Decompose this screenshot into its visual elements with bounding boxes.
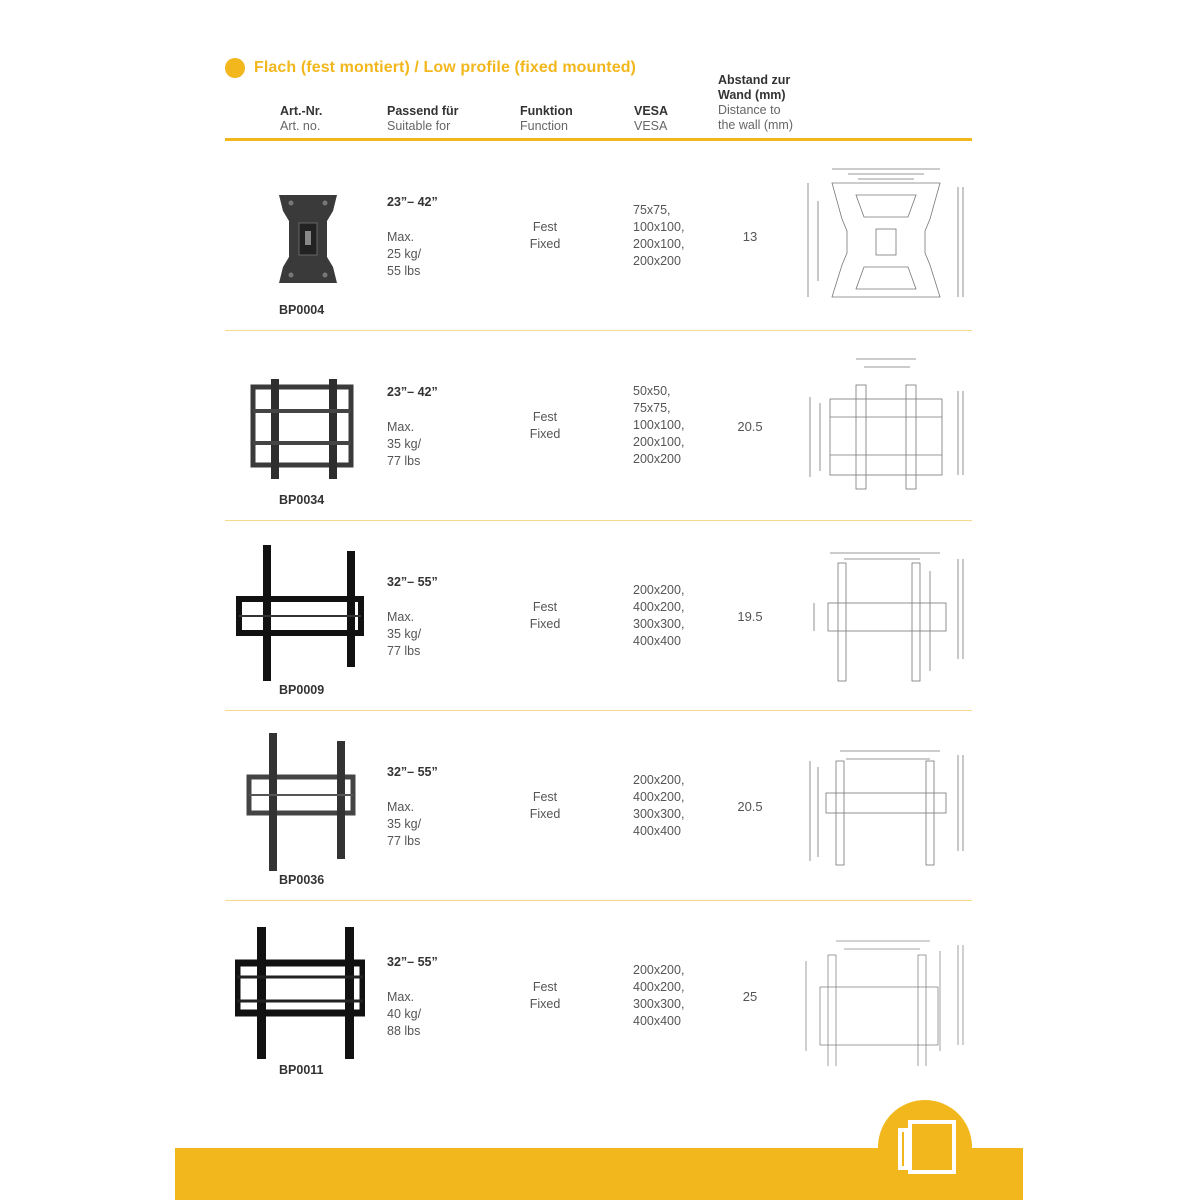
bp0036-technical-drawing — [800, 731, 970, 876]
function-cell: Fest Fixed — [529, 790, 561, 821]
wall-distance: 25 — [742, 989, 758, 1004]
wall-mount-icon — [892, 1118, 962, 1178]
max-load: Max. 40 kg/ 88 lbs — [387, 990, 422, 1038]
wall-distance: 13 — [742, 229, 758, 244]
vesa-list: 200x200, 400x200, 300x300, 400x400 — [633, 583, 685, 648]
max-load: Max. 25 kg/ 55 lbs — [387, 230, 422, 278]
header-suitable-for: Passend für Suitable for — [387, 104, 459, 133]
article-code: BP0034 — [279, 493, 325, 507]
section-bullet-icon — [225, 58, 245, 78]
screen-size: 32”– 55” — [387, 765, 438, 779]
max-load: Max. 35 kg/ 77 lbs — [387, 610, 422, 658]
vesa-list: 200x200, 400x200, 300x300, 400x400 — [633, 963, 685, 1028]
bp0036-product-photo — [235, 731, 365, 871]
bp0009-product-photo — [235, 541, 365, 681]
product-row — [225, 331, 972, 521]
bp0011-product-photo — [235, 921, 365, 1061]
screen-size: 23”– 42” — [387, 195, 438, 209]
screen-size: 32”– 55” — [387, 955, 438, 969]
product-row — [225, 141, 972, 331]
product-row — [225, 901, 972, 1091]
bp0011-technical-drawing — [800, 921, 970, 1066]
screen-size: 32”– 55” — [387, 575, 438, 589]
function-cell: Fest Fixed — [529, 410, 561, 441]
section-title — [225, 56, 636, 80]
vesa-list: 50x50, 75x75, 100x100, 200x100, 200x200 — [633, 384, 685, 466]
product-row — [225, 711, 972, 901]
header-distance: Abstand zur Wand (mm) Distance to the wall (mm) — [718, 73, 794, 132]
vesa-list: 200x200, 400x200, 300x300, 400x400 — [633, 773, 685, 838]
function-cell: Fest Fixed — [529, 600, 561, 631]
article-code: BP0036 — [279, 873, 325, 887]
header-function: Funktion Function — [520, 104, 573, 133]
header-art-no: Art.-Nr. Art. no. — [280, 104, 323, 133]
vesa-list: 75x75, 100x100, 200x100, 200x200 — [633, 203, 685, 268]
article-code: BP0011 — [279, 1063, 324, 1077]
bp0034-product-photo — [235, 351, 365, 491]
screen-size: 23”– 42” — [387, 385, 438, 399]
bp0034-technical-drawing — [800, 351, 970, 496]
article-code: BP0004 — [279, 303, 325, 317]
bp0004-product-photo — [235, 161, 365, 301]
article-code: BP0009 — [279, 683, 325, 697]
product-row — [225, 521, 972, 711]
max-load: Max. 35 kg/ 77 lbs — [387, 800, 422, 848]
bp0004-technical-drawing — [800, 161, 970, 306]
wall-distance: 19.5 — [737, 609, 763, 624]
bp0009-technical-drawing — [800, 541, 970, 686]
function-cell: Fest Fixed — [529, 220, 561, 251]
wall-distance: 20.5 — [737, 799, 763, 814]
header-vesa: VESA VESA — [634, 104, 669, 133]
section-title-text: Flach (fest montiert) / Low profile (fixed mounted) — [254, 59, 636, 76]
max-load: Max. 35 kg/ 77 lbs — [387, 420, 422, 468]
function-cell: Fest Fixed — [529, 980, 561, 1011]
wall-distance: 20.5 — [737, 419, 763, 434]
